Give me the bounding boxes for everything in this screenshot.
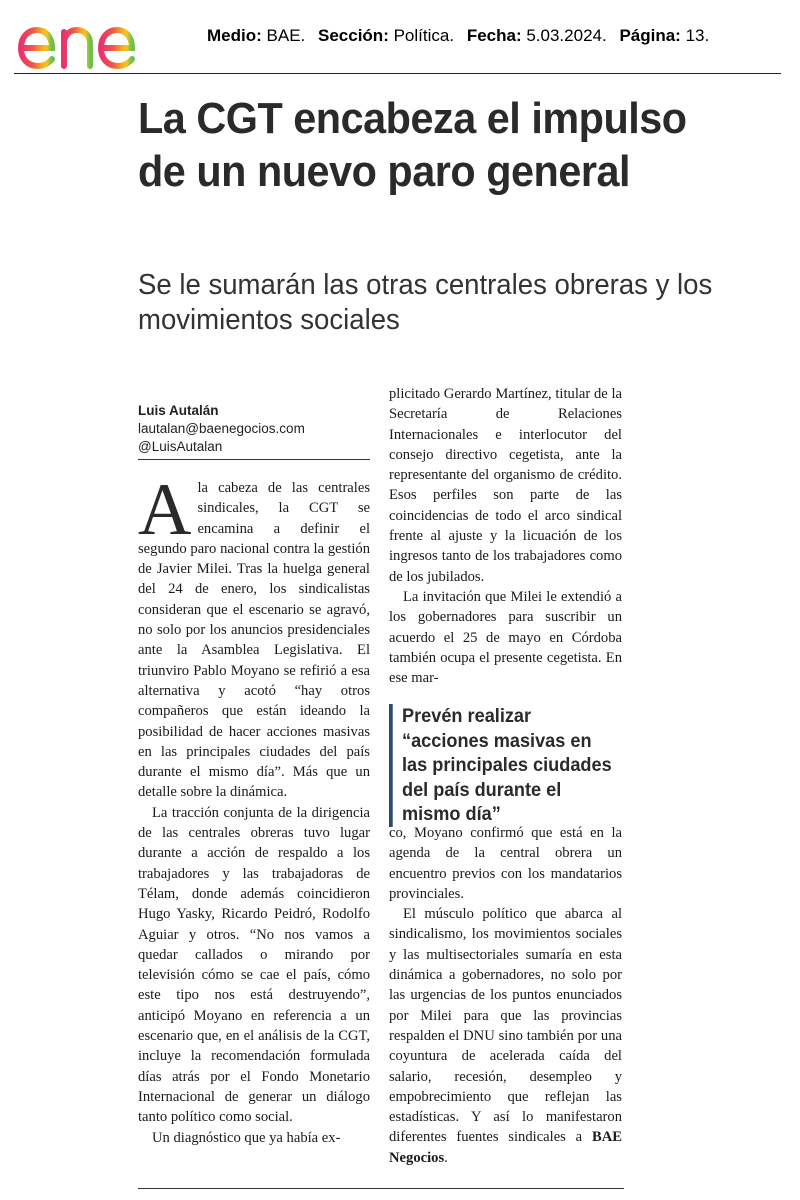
paragraph (138, 469, 370, 803)
paragraph: co, Moyano confirmó que está en la agenda de la central obrera un encuentro previos con los mandatarios provinciales. (389, 825, 622, 902)
enel-logo (14, 10, 184, 72)
article-headline: La CGT encabeza el impulso de un nuevo paro general (138, 94, 687, 196)
dropcap: A (138, 469, 192, 551)
pagina-label: Página: (619, 26, 681, 45)
seccion-label: Sección: (318, 26, 389, 45)
paragraph-text: la cabeza de las centrales sindicales, la CGT se encamina a definir el segundo paro nacional contra la gestión de Javier Milei. Tras la huelga general del 24 de enero, los sindicalistas consideran que el escenario se agravó, no solo por los anuncios presidenciales ante la Asamblea Legislativa. El triunviro Pablo Moyano se refirió a esa alternativa y acotó “hay otros compañeros que están ideando la posibilidad de hacer acciones masivas en las principales ciudades del país durante el mismo día”. Más que un detalle sobre la dinámica. (138, 480, 370, 801)
right-column-bottom (389, 823, 622, 1168)
byline-email: lautalan@baenegocios.com (138, 421, 305, 436)
fecha-label: Fecha: (466, 26, 522, 45)
paragraph (389, 904, 622, 1168)
paragraph: plicitado Gerardo Martínez, titular de la Secretaría de Relaciones Internacionales e interlocutor del consejo directivo cegetista, ante la representante del organismo de crédito. Esos perfiles son parte de las coincidencias de todo el arco sindical frente al ajuste y la licuación de los ingresos tanto de los trabajadores como de los jubilados. (389, 386, 622, 585)
closing-period: . (444, 1149, 448, 1166)
publication-meta (207, 26, 717, 46)
medio-label: Medio: (207, 26, 262, 45)
medio-value: BAE. (266, 26, 306, 45)
left-column (138, 469, 370, 1148)
right-column-top (389, 384, 622, 688)
byline-author: Luis Autalán (138, 403, 219, 418)
byline (138, 402, 370, 456)
brand-name: BAE Negocios (389, 1129, 622, 1166)
paragraph: La invitación que Milei le extendió a los gobernadores para suscribir un acuerdo el 25 de mayo en Córdoba también ocupa el presente cegetista. En ese mar- (389, 588, 622, 687)
paragraph-text: El músculo político que abarca al sindicalismo, los movimientos sociales y las multisectoriales sumaría en esta dinámica a gobernadores, no solo por las urgencias de los puntos enunciados por Milei para que las provincias respalden el DNU sino también por una coyuntura de acelerada caída del salario, recesión, desempleo y empobrecimiento que reflejan las estadísticas. Y así lo manifestaron diferentes fuentes sindicales a (389, 906, 622, 1146)
seccion-value: Política. (393, 26, 455, 45)
header-divider (14, 73, 781, 74)
article-subheadline: Se le sumarán las otras centrales obreras y los movimientos sociales (138, 269, 713, 336)
footer-divider (138, 1188, 624, 1189)
byline-divider (138, 459, 370, 460)
fecha-value: 5.03.2024. (526, 26, 607, 45)
paragraph: Un diagnóstico que ya había ex- (152, 1129, 341, 1146)
paragraph: La tracción conjunta de la dirigencia de las centrales obreras tuvo lugar durante a acción de respaldo a los trabajadores y las trabajadoras de Télam, donde además coincidieron Hugo Yasky, Ricardo Peidró, Rodolfo Aguiar y otros. “No nos vamos a quedar callados o mirando por televisión cómo se cae el país, cómo este tipo nos está destruyendo”, anticipó Moyano en referencia a un escenario que, en el análisis de la CGT, incluye la recomendación formulada días atrás por el Fondo Monetario Internacional de generar un diálogo tanto político como social. (138, 804, 370, 1126)
byline-handle: @LuisAutalan (138, 439, 223, 454)
pagina-value: 13. (685, 26, 710, 45)
pull-quote: Prevén realizar “acciones masivas en las principales ciudades del país durante el mismo día” (389, 704, 622, 827)
